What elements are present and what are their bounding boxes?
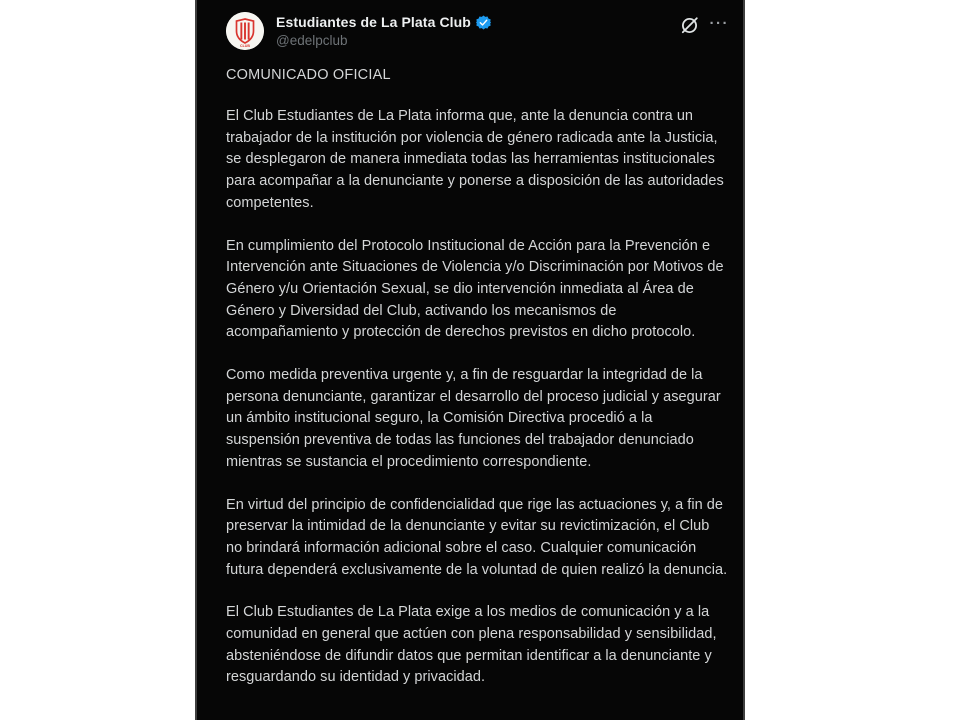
user-handle[interactable]: @edelpclub: [276, 33, 348, 48]
avatar[interactable]: [226, 12, 264, 50]
author-block: [276, 12, 680, 48]
display-name[interactable]: Estudiantes de La Plata Club: [276, 14, 471, 30]
post-paragraph-5: El Club Estudiantes de La Plata exige a los medios de comunicación y a la comunidad en general que actúen con plena responsabilidad y sensibilidad, absteniéndose de difundir datos que permitan identificar a la denunciante y resguardando su identidad y privacidad.: [226, 604, 717, 686]
estudiantes-crest-icon: [226, 12, 264, 50]
verified-badge-icon: [476, 15, 491, 30]
tweet-header: [226, 12, 729, 50]
tweet-card: [195, 0, 745, 720]
grok-icon[interactable]: [680, 16, 699, 35]
post-paragraph-2: En cumplimiento del Protocolo Institucional de Acción para la Prevención e Intervención ante Situaciones de Violencia y/o Discriminación por Motivos de Género y/u Orientación Sexual, se dio intervención inmediata al Área de Género y Diversidad del Club, activando los mecanismos de acompañamiento y protección de derechos previstos en dicho protocolo.: [226, 237, 724, 341]
post-paragraph-3: Como medida preventiva urgente y, a fin de resguardar la integridad de la persona denunciante, garantizar el desarrollo del proceso judicial y asegurar un ámbito institucional seguro, la Comisión Directiva procedió a la suspensión preventiva de todas las funciones del trabajador denunciado mientras se sustancia el procedimiento correspondiente.: [226, 367, 721, 470]
post-title: COMUNICADO OFICIAL: [226, 67, 391, 83]
svg-text:CLUB: CLUB: [240, 44, 250, 49]
post-paragraph-1: El Club Estudiantes de La Plata informa que, ante la denuncia contra un trabajador de la institución por violencia de género radicada ante la Justicia, se desplegaron de manera inmediata todas las herramientas institucionales para acompañar a la denunciante y ponerse a disposición de las autoridades competentes.: [226, 108, 724, 211]
more-icon[interactable]: ···: [709, 15, 729, 32]
author-name-row: [276, 14, 680, 30]
header-actions: [680, 12, 730, 35]
post-paragraph-4: En virtud del principio de confidencialidad que rige las actuaciones y, a fin de preservar la intimidad de la denunciante y evitar su revictimización, el Club no brindará información adicional sobre el caso. Cualquier comunicación futura dependerá exclusivamente de la voluntad de quien realizó la denuncia.: [226, 496, 728, 578]
